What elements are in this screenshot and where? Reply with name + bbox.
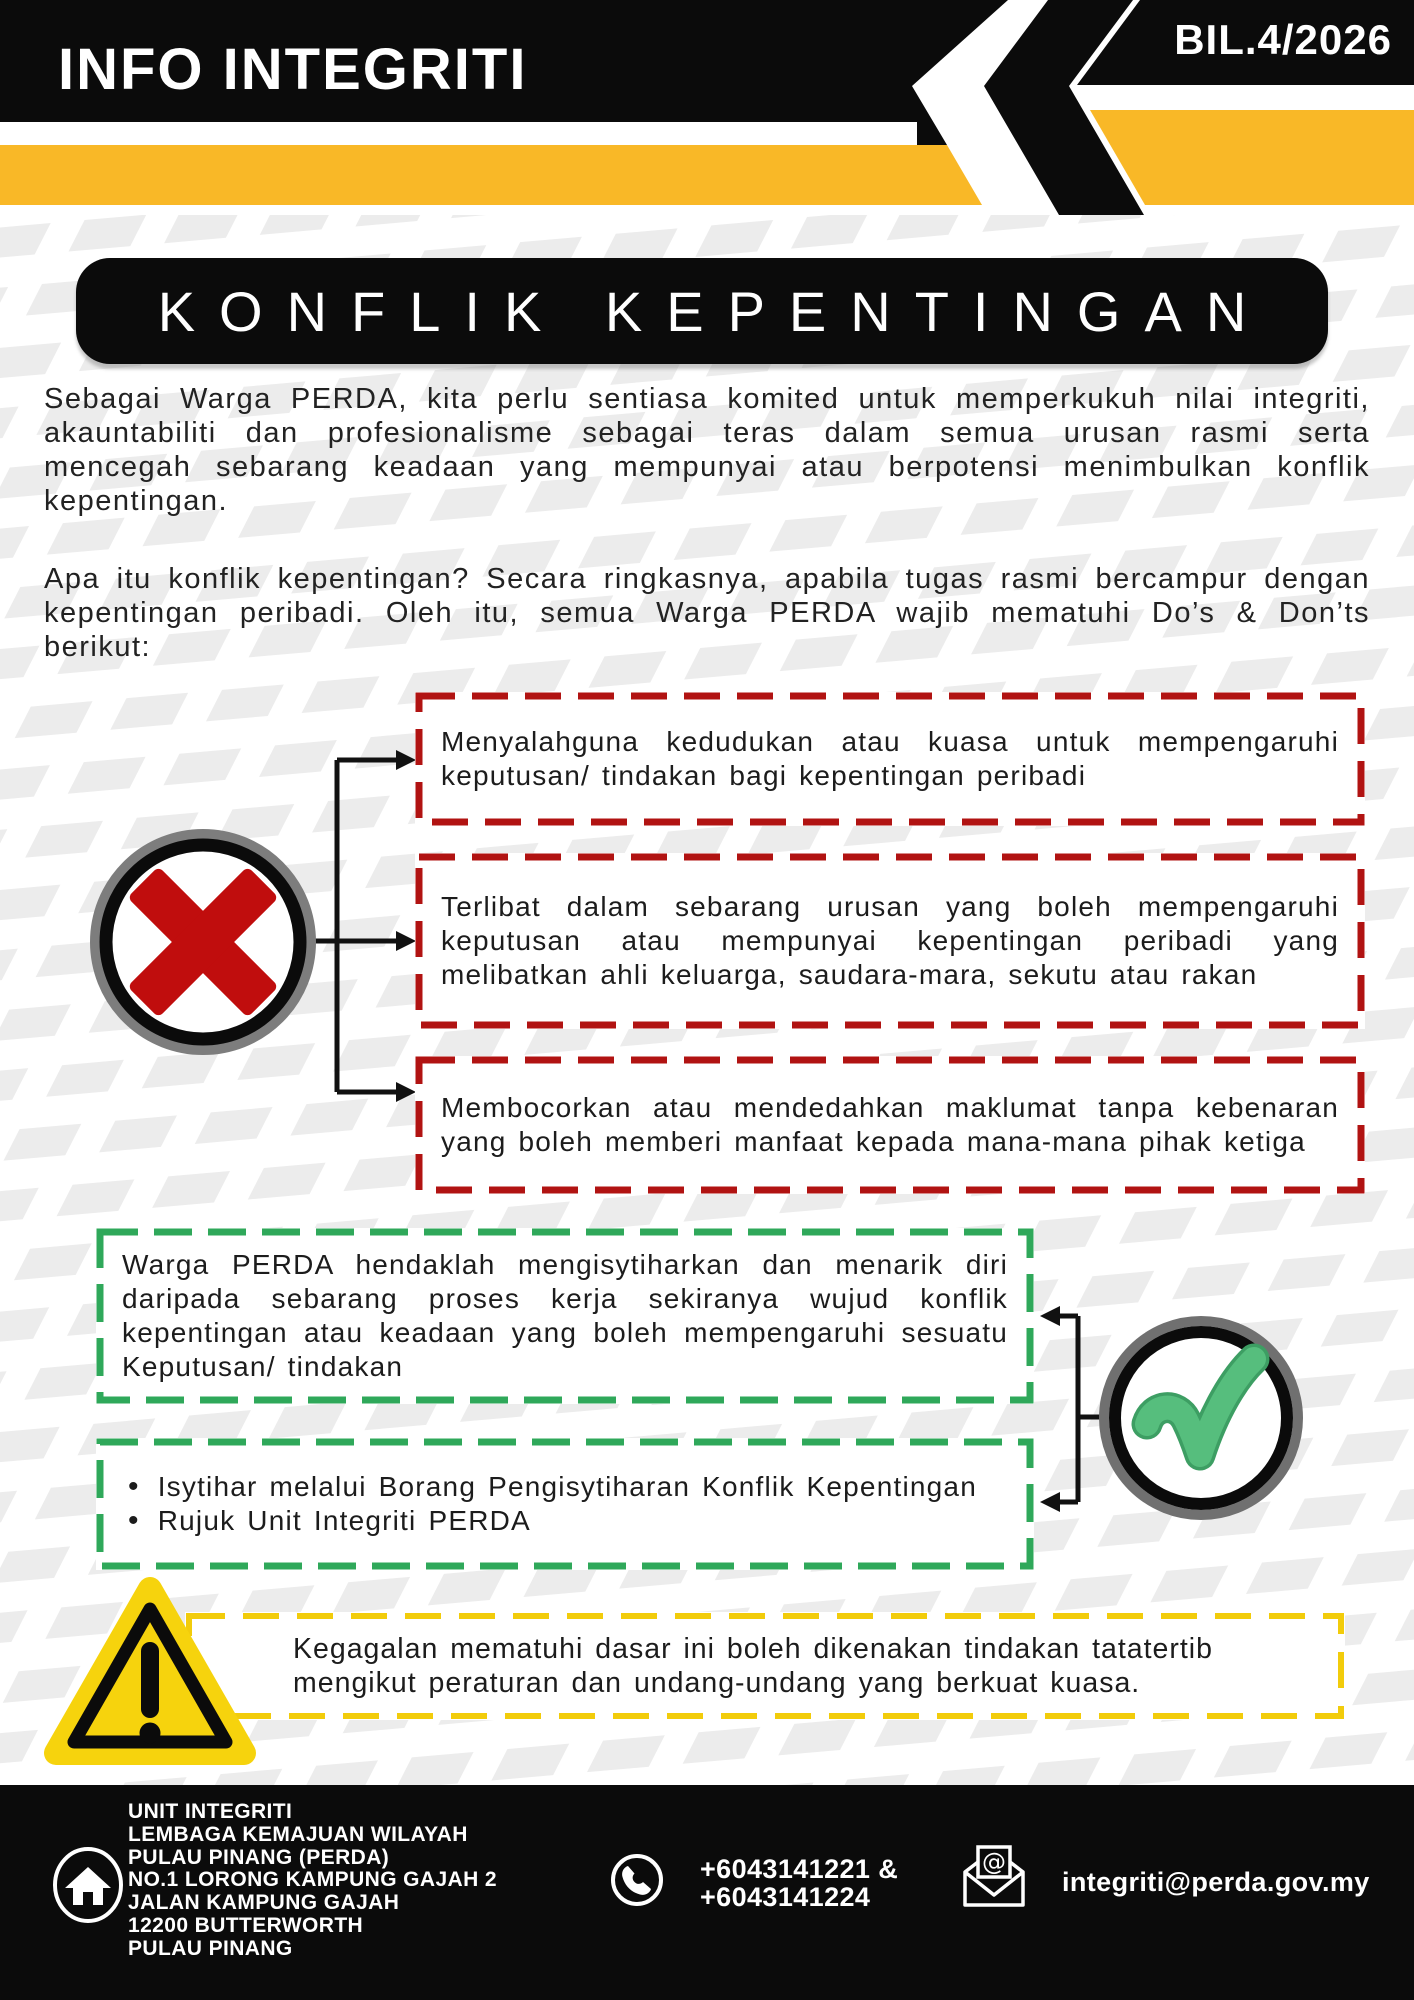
address-line: 12200 BUTTERWORTH bbox=[128, 1913, 364, 1937]
phone-line-2: +6043141224 bbox=[700, 1882, 871, 1912]
do-box-actions bbox=[96, 1438, 1034, 1570]
address-line: PULAU PINANG (PERDA) bbox=[128, 1845, 390, 1869]
warning-triangle-icon bbox=[40, 1575, 260, 1767]
email-icon bbox=[958, 1841, 1030, 1913]
footer bbox=[0, 1785, 1414, 2000]
dont-text-3: Membocorkan atau mendedahkan maklumat tanpa kebenaran yang boleh memberi manfaat kepada mana-mana pihak ketiga bbox=[441, 1092, 1339, 1157]
intro-paragraph-2: Apa itu konflik kepentingan? Secara ringkasnya, apabila tugas rasmi bercampur dengan kepentingan peribadi. Oleh itu, semua Warga PERDA wajib mematuhi Do’s & Don’ts berikut: bbox=[44, 563, 1370, 663]
address-line: PULAU PINANG bbox=[128, 1936, 293, 1960]
phone-numbers bbox=[700, 1855, 898, 1911]
warning-box bbox=[185, 1612, 1345, 1720]
dont-box-1 bbox=[415, 692, 1365, 826]
warning-text: Kegagalan mematuhi dasar ini boleh dikenakan tindakan tatatertib mengikut peraturan dan undang-undang yang berkuat kuasa. bbox=[293, 1633, 1213, 1699]
email-address: integriti@perda.gov.my bbox=[1062, 1867, 1370, 1897]
do-bullet-2: • Rujuk Unit Integriti PERDA bbox=[122, 1504, 1008, 1538]
do-text-statement: Warga PERDA hendaklah mengisytiharkan dan menarik diri daripada sebarang proses kerja sekiranya wujud konflik kepentingan atau keadaan yang boleh mempengaruhi sesuatu Keputusan/ tindakan bbox=[122, 1249, 1008, 1382]
home-icon bbox=[50, 1847, 126, 1923]
svg-text:@: @ bbox=[982, 1848, 1006, 1876]
dont-text-1: Menyalahguna kedudukan atau kuasa untuk mempengaruhi keputusan/ tindakan bagi kepentingan peribadi bbox=[441, 726, 1339, 791]
do-bullet-1: • Isytihar melalui Borang Pengisytiharan Konflik Kepentingan bbox=[122, 1470, 1008, 1504]
address-line: UNIT INTEGRITI bbox=[128, 1800, 293, 1823]
address-block bbox=[128, 1801, 497, 1961]
address-line: JALAN KAMPUNG GAJAH bbox=[128, 1891, 400, 1915]
masthead-title: INFO INTEGRITI bbox=[58, 37, 528, 102]
address-line: NO.1 LORONG KAMPUNG GAJAH 2 bbox=[128, 1868, 497, 1892]
do-box-statement bbox=[96, 1228, 1034, 1404]
dont-box-3 bbox=[415, 1056, 1365, 1194]
page-title bbox=[76, 258, 1328, 364]
page-title-text: KONFLIK KEPENTINGAN bbox=[157, 279, 1271, 343]
x-cross-icon bbox=[85, 824, 321, 1060]
address-line: LEMBAGA KEMAJUAN WILAYAH bbox=[128, 1822, 468, 1846]
check-icon bbox=[1095, 1312, 1307, 1524]
issue-badge: BIL.4/2026 bbox=[1174, 16, 1392, 63]
intro-paragraph-1: Sebagai Warga PERDA, kita perlu sentiasa komited untuk memperkukuh nilai integriti, akauntabiliti dan profesionalisme sebagai teras dalam semua urusan rasmi serta mencegah sebarang keadaan yang mempunyai atau berpotensi menimbulkan konflik kepentingan. bbox=[44, 383, 1370, 517]
dont-box-2 bbox=[415, 853, 1365, 1029]
dont-text-2: Terlibat dalam sebarang urusan yang boleh mempengaruhi keputusan atau mempunyai kepentingan peribadi yang melibatkan ahli keluarga, saudara-mara, sekutu atau rakan bbox=[441, 891, 1339, 990]
phone-icon bbox=[608, 1851, 666, 1909]
phone-line-1: +6043141221 & bbox=[700, 1854, 899, 1884]
